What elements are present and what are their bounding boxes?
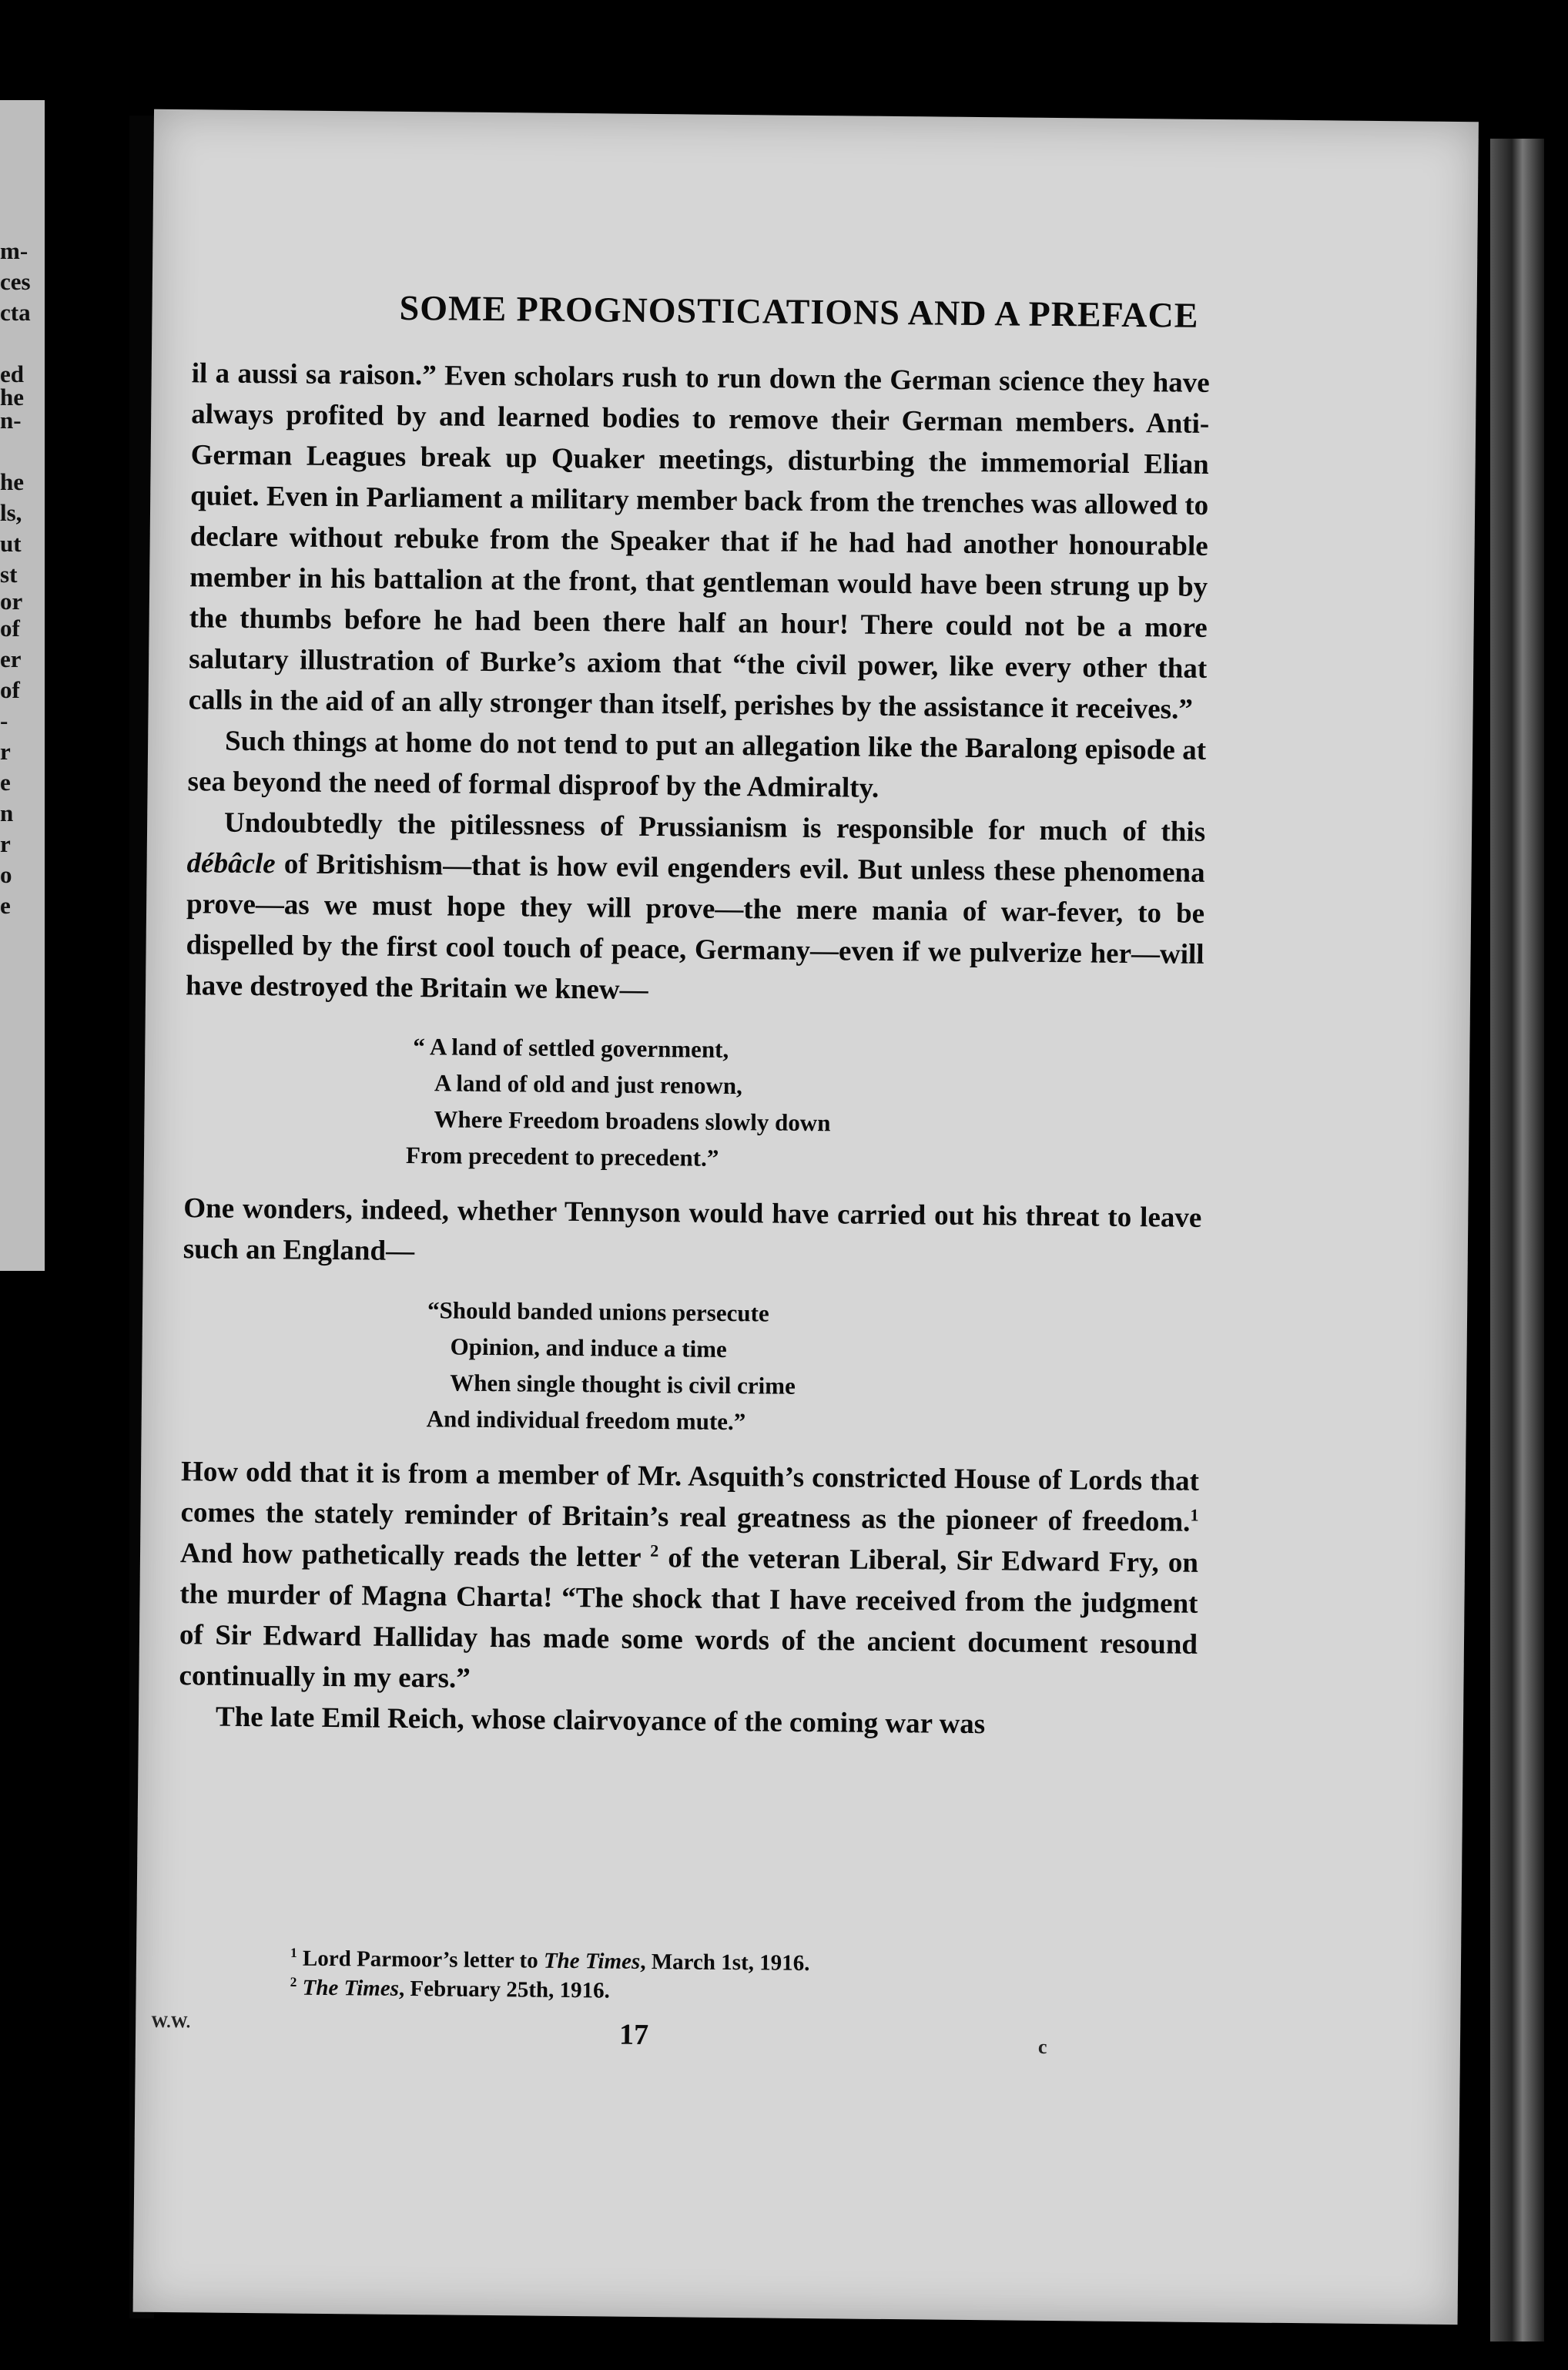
paragraph-6: The late Emil Reich, whose clairvoyance of the coming war was [215,1701,986,1741]
book-page [133,109,1479,2325]
left-page-fragment: he [0,384,24,411]
footnote-ref-1: 1 [1190,1505,1199,1525]
footnote-2-title: The Times [302,1975,400,2001]
left-page-fragment: n [0,799,14,826]
poem-quotation-1 [184,1026,1204,1181]
running-header: SOME PROGNOSTICATIONS AND A PREFACE [399,287,1199,335]
paragraph-2: Such things at home do not tend to put an allegation like the Baralong episode at sea beyond the need of formal disproof by the Admiralty. [187,725,1207,804]
page-number: 17 [618,2018,649,2052]
left-page-fragment: or [0,588,23,615]
footnote-ref-2: 2 [650,1540,659,1560]
footnote-1-title: The Times [543,1948,641,1974]
left-page-fragment: of [0,676,20,703]
left-page-edge [0,100,45,1271]
footnote-2-number: 2 [290,1973,297,1990]
poem-quotation-2 [182,1289,1201,1444]
poem-1-line: From precedent to precedent.” [405,1141,719,1172]
poem-1-line: Where Freedom broadens slowly down [434,1105,831,1137]
paragraph-5-part-b: And how pathetically reads the letter [179,1537,651,1574]
left-page-fragment: st [0,561,18,588]
paragraph-3 [186,802,1205,1016]
left-page-fragment: ces [0,268,31,295]
left-page-fragment: r [0,738,11,765]
paragraph-5-part-c: of the veteran Liberal, Sir Edward Fry, on the murder of Magna Charta! “The shock that I have received from the judgment of Sir Edward Halliday has made some words of the ancient document resound continually in my ears.” [179,1542,1199,1695]
paragraph-1: il a aussi sa raison.” Even scholars rush to run down the German science they have always profited by and learned bodies to remove their German members. Anti-German Leagues break up Quaker meetings, disturbing the immemorial Elian quiet. Even in Parliament a military member back from the trenches was allowed to declare without rebuke from the Speaker that if he had had another honourable member in his battalion at the front, that gentleman would have been strung up by the thumbs before he had been there half an hour! There could not be a more salutary illustration of Burke’s axiom that “the civil power, like every other that calls in the aid of an ally stronger than itself, perishes by the assistance it receives.” [188,357,1210,726]
page-body [179,353,1210,1747]
left-page-fragment: cta [0,299,31,326]
signature-mark: W.W. [151,2011,191,2032]
left-page-fragment: o [0,861,12,888]
footnote-1-text: Lord Parmoor’s letter to [297,1946,544,1973]
poem-2-line: When single thought is civil crime [450,1369,796,1400]
footnote-1-date: , March 1st, 1916. [640,1949,810,1976]
footnote-1-number: 1 [290,1944,297,1960]
paragraph-3-part-b: of Britishism—that is how evil engenders evil. But unless these phenomena prove—as we must hope they will prove—the mere mania of war-fever, to be dispelled by the first cool touch of peace, Germany—even if we pulverize her—will have destroyed the Britain we knew— [185,848,1205,1006]
footnotes [290,1944,1137,2011]
poem-2-line: And individual freedom mute.” [426,1405,746,1436]
paragraph-5-part-a: How odd that it is from a member of Mr. Asquith’s constricted House of Lords that comes the stately reminder of Britain’s real greatness as the pioneer of freedom. [180,1456,1200,1538]
left-page-fragment: e [0,892,11,919]
poem-1-line: A land of old and just renown, [434,1069,743,1100]
footnote-2-date: , February 25th, 1916. [398,1976,610,2003]
left-page-fragment: er [0,645,22,672]
left-page-fragment: m- [0,237,28,264]
poem-2-line: “Should banded unions persecute [427,1296,769,1327]
left-page-fragment: he [0,468,24,495]
left-page-fragment: of [0,615,20,642]
paragraph-3-part-a: Undoubtedly the pitilessness of Prussianism is responsible for much of this [223,806,1206,848]
left-page-fragment: r [0,830,11,857]
paragraph-4: One wonders, indeed, whether Tennyson would have carried out his threat to leave such an England— [183,1192,1202,1268]
corner-mark: c [1037,2035,1047,2058]
poem-2-line: Opinion, and induce a time [450,1332,727,1363]
debacle-italic: débâcle [186,847,276,880]
book-spine [1490,139,1544,2342]
left-page-fragment: ed [0,360,24,387]
left-page-fragment: e [0,769,11,796]
left-page-fragment: ls, [0,499,22,526]
left-page-fragment: n- [0,407,22,434]
poem-1-line: “ A land of settled government, [413,1033,729,1063]
paragraph-5 [179,1451,1199,1706]
left-page-fragment: ut [0,530,22,557]
left-page-fragment: - [0,707,8,734]
